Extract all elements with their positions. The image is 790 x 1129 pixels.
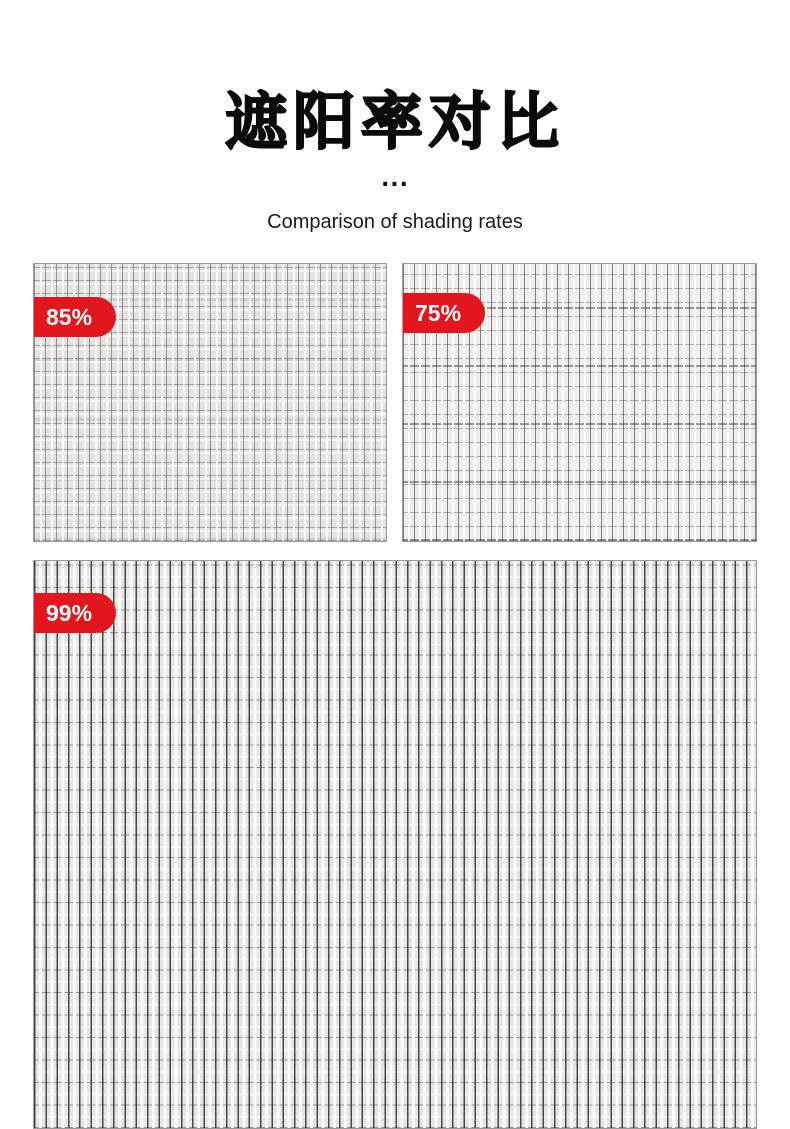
shading-rate-badge-85: 85%: [34, 297, 116, 337]
sample-panel-75: [402, 263, 757, 542]
sample-panel-85: [33, 263, 387, 542]
page-subtitle: Comparison of shading rates: [267, 211, 523, 233]
sample-panel-99: [33, 560, 757, 1129]
shading-rate-badge-99: 99%: [34, 593, 116, 633]
shade-net-99-image: [34, 561, 756, 1128]
shading-rate-badge-75: 75%: [403, 293, 485, 333]
title-dots: ...: [380, 167, 410, 192]
page-title: 遮阳率对比: [224, 85, 565, 158]
